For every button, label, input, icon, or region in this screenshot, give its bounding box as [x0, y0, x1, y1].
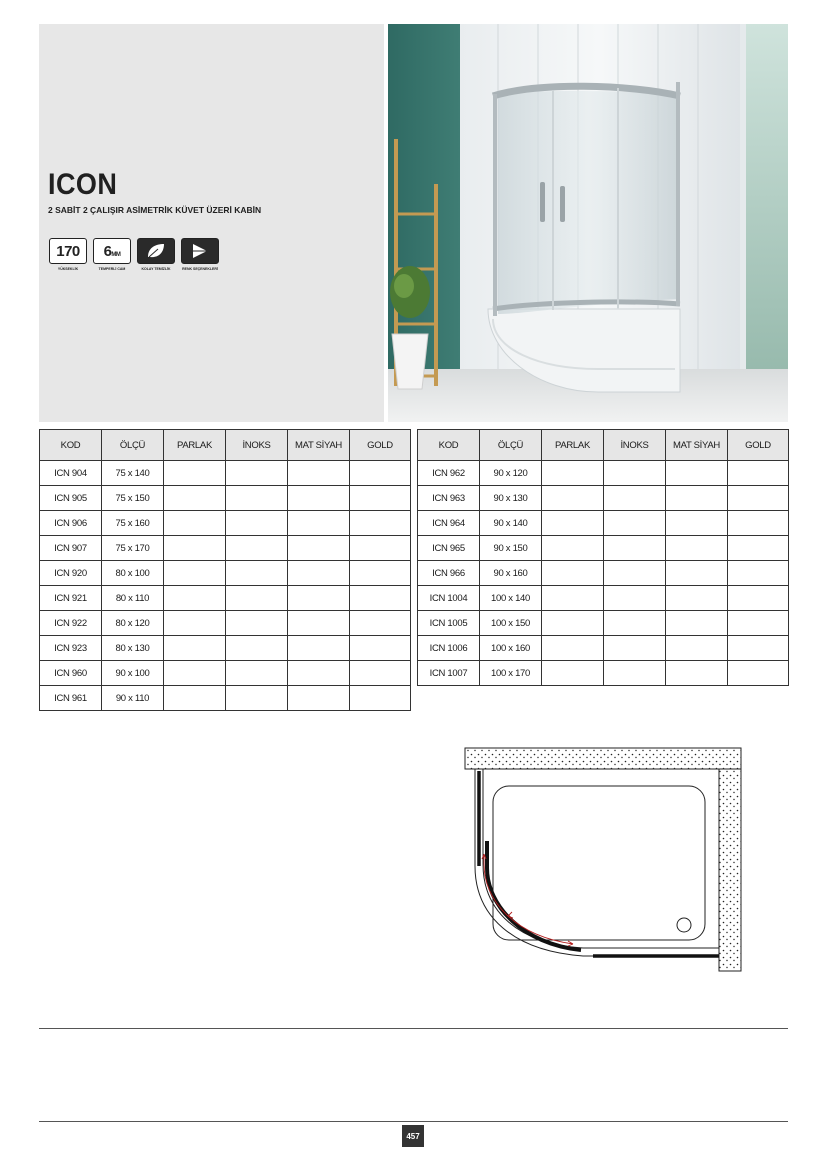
gold-cell	[728, 511, 789, 536]
glossy-cell	[542, 636, 604, 661]
product-size: 80 x 120	[102, 611, 164, 636]
product-code: ICN 963	[418, 486, 480, 511]
inox-cell	[604, 536, 666, 561]
product-code: ICN 1007	[418, 661, 480, 686]
glossy-cell	[542, 486, 604, 511]
product-subtitle: 2 SABİT 2 ÇALIŞIR ASİMETRİK KÜVET ÜZERİ KABİN	[48, 205, 262, 215]
page-number: 457	[402, 1125, 424, 1147]
table-row	[40, 686, 411, 711]
matte-black-cell	[288, 661, 350, 686]
product-size: 90 x 120	[480, 461, 542, 486]
gold-cell	[350, 611, 411, 636]
header-glossy: PARLAK	[542, 430, 604, 461]
table-row	[40, 611, 411, 636]
gold-cell	[350, 636, 411, 661]
product-photo	[388, 24, 788, 422]
glossy-cell	[164, 586, 226, 611]
gold-cell	[728, 586, 789, 611]
table-row	[40, 536, 411, 561]
matte-black-cell	[288, 586, 350, 611]
height-badge	[48, 238, 88, 271]
table-row	[40, 561, 411, 586]
header-glossy: PARLAK	[164, 430, 226, 461]
glossy-cell	[164, 561, 226, 586]
glossy-cell	[164, 611, 226, 636]
matte-black-cell	[666, 611, 728, 636]
gold-cell	[728, 536, 789, 561]
table-row	[418, 661, 789, 686]
inox-cell	[226, 536, 288, 561]
inox-cell	[226, 611, 288, 636]
product-code: ICN 906	[40, 511, 102, 536]
product-code: ICN 961	[40, 686, 102, 711]
glossy-cell	[542, 536, 604, 561]
table-row	[418, 511, 789, 536]
table-row	[40, 461, 411, 486]
glossy-cell	[542, 461, 604, 486]
matte-black-cell	[288, 461, 350, 486]
glossy-cell	[164, 511, 226, 536]
gold-cell	[350, 586, 411, 611]
shower-cabin-illustration	[388, 24, 788, 422]
table-header-row	[40, 430, 411, 461]
product-code: ICN 923	[40, 636, 102, 661]
inox-cell	[604, 661, 666, 686]
product-size: 75 x 150	[102, 486, 164, 511]
inox-cell	[604, 636, 666, 661]
product-size: 100 x 150	[480, 611, 542, 636]
matte-black-cell	[666, 561, 728, 586]
matte-black-cell	[288, 536, 350, 561]
table-row	[418, 611, 789, 636]
inox-cell	[604, 511, 666, 536]
header-code: KOD	[418, 430, 480, 461]
glossy-cell	[542, 611, 604, 636]
inox-cell	[226, 561, 288, 586]
product-code: ICN 920	[40, 561, 102, 586]
product-size: 75 x 160	[102, 511, 164, 536]
floor-plan-diagram	[463, 746, 743, 972]
easy-clean-badge	[136, 238, 176, 271]
product-code: ICN 922	[40, 611, 102, 636]
product-size: 100 x 170	[480, 661, 542, 686]
table-row	[418, 461, 789, 486]
inox-cell	[226, 461, 288, 486]
table-row	[40, 511, 411, 536]
glossy-cell	[542, 661, 604, 686]
product-size: 80 x 100	[102, 561, 164, 586]
glass-label: TEMPERLİ CAM	[98, 267, 126, 271]
matte-black-cell	[666, 511, 728, 536]
product-code: ICN 1004	[418, 586, 480, 611]
matte-black-cell	[666, 486, 728, 511]
product-code: ICN 904	[40, 461, 102, 486]
glossy-cell	[164, 661, 226, 686]
matte-black-cell	[666, 661, 728, 686]
glass-thickness-unit: MM	[111, 251, 121, 258]
glossy-cell	[164, 461, 226, 486]
table-row	[40, 636, 411, 661]
glossy-cell	[542, 561, 604, 586]
gold-cell	[350, 561, 411, 586]
inox-cell	[604, 561, 666, 586]
color-options-badge	[180, 238, 220, 271]
table-row	[418, 636, 789, 661]
matte-black-cell	[288, 511, 350, 536]
table-row	[418, 486, 789, 511]
product-size: 90 x 160	[480, 561, 542, 586]
color-options-label: RENK SEÇENEKLERİ	[182, 267, 218, 271]
product-size: 100 x 160	[480, 636, 542, 661]
easy-clean-label: KOLAY TEMİZLİK	[141, 267, 171, 271]
table-row	[40, 586, 411, 611]
matte-black-cell	[666, 586, 728, 611]
product-size: 80 x 110	[102, 586, 164, 611]
matte-black-cell	[288, 636, 350, 661]
gold-cell	[728, 661, 789, 686]
matte-black-cell	[288, 611, 350, 636]
table-row	[418, 561, 789, 586]
product-code: ICN 965	[418, 536, 480, 561]
product-code: ICN 1005	[418, 611, 480, 636]
product-size: 80 x 130	[102, 636, 164, 661]
product-size: 90 x 140	[480, 511, 542, 536]
gold-cell	[350, 486, 411, 511]
product-size: 90 x 110	[102, 686, 164, 711]
header-inox: İNOKS	[226, 430, 288, 461]
leaf-icon	[145, 242, 167, 260]
glass-badge	[92, 238, 132, 271]
height-value: 170	[56, 242, 80, 260]
matte-black-cell	[288, 486, 350, 511]
glossy-cell	[164, 636, 226, 661]
product-size: 75 x 140	[102, 461, 164, 486]
product-code: ICN 964	[418, 511, 480, 536]
inox-cell	[226, 511, 288, 536]
product-size: 90 x 150	[480, 536, 542, 561]
color-options-icon	[189, 242, 211, 260]
matte-black-cell	[288, 561, 350, 586]
product-code: ICN 921	[40, 586, 102, 611]
product-code: ICN 962	[418, 461, 480, 486]
footer-divider	[39, 1121, 788, 1122]
table-row	[418, 586, 789, 611]
inox-cell	[604, 611, 666, 636]
table-row	[418, 536, 789, 561]
inox-cell	[226, 636, 288, 661]
hero-info-panel	[39, 24, 384, 422]
header-size: ÖLÇÜ	[102, 430, 164, 461]
gold-cell	[728, 611, 789, 636]
product-code: ICN 905	[40, 486, 102, 511]
inox-cell	[226, 661, 288, 686]
product-code: ICN 960	[40, 661, 102, 686]
product-title: ICON	[48, 168, 118, 201]
table-row	[40, 486, 411, 511]
inox-cell	[604, 486, 666, 511]
feature-badges	[48, 238, 220, 271]
product-code: ICN 966	[418, 561, 480, 586]
product-size: 100 x 140	[480, 586, 542, 611]
gold-cell	[728, 636, 789, 661]
header-matte-black: MAT SİYAH	[666, 430, 728, 461]
product-code: ICN 907	[40, 536, 102, 561]
gold-cell	[728, 461, 789, 486]
gold-cell	[350, 461, 411, 486]
product-size: 90 x 100	[102, 661, 164, 686]
table-row	[40, 661, 411, 686]
header-matte-black: MAT SİYAH	[288, 430, 350, 461]
glossy-cell	[164, 536, 226, 561]
gold-cell	[728, 486, 789, 511]
matte-black-cell	[666, 636, 728, 661]
gold-cell	[350, 661, 411, 686]
matte-black-cell	[666, 536, 728, 561]
height-label: YÜKSEKLİK	[57, 267, 79, 271]
product-table-right	[417, 429, 789, 686]
header-gold: GOLD	[728, 430, 789, 461]
matte-black-cell	[288, 686, 350, 711]
gold-cell	[350, 536, 411, 561]
section-divider	[39, 1028, 788, 1029]
glossy-cell	[164, 486, 226, 511]
glass-thickness-value: 6	[103, 242, 112, 260]
table-header-row	[418, 430, 789, 461]
product-size: 75 x 170	[102, 536, 164, 561]
glossy-cell	[542, 511, 604, 536]
header-size: ÖLÇÜ	[480, 430, 542, 461]
inox-cell	[226, 686, 288, 711]
inox-cell	[604, 461, 666, 486]
gold-cell	[350, 511, 411, 536]
product-code: ICN 1006	[418, 636, 480, 661]
product-table-left	[39, 429, 411, 711]
product-size: 90 x 130	[480, 486, 542, 511]
header-code: KOD	[40, 430, 102, 461]
header-inox: İNOKS	[604, 430, 666, 461]
glossy-cell	[164, 686, 226, 711]
inox-cell	[604, 586, 666, 611]
top-view-technical-drawing	[463, 746, 743, 972]
gold-cell	[350, 686, 411, 711]
matte-black-cell	[666, 461, 728, 486]
header-gold: GOLD	[350, 430, 411, 461]
gold-cell	[728, 561, 789, 586]
inox-cell	[226, 486, 288, 511]
inox-cell	[226, 586, 288, 611]
glossy-cell	[542, 586, 604, 611]
